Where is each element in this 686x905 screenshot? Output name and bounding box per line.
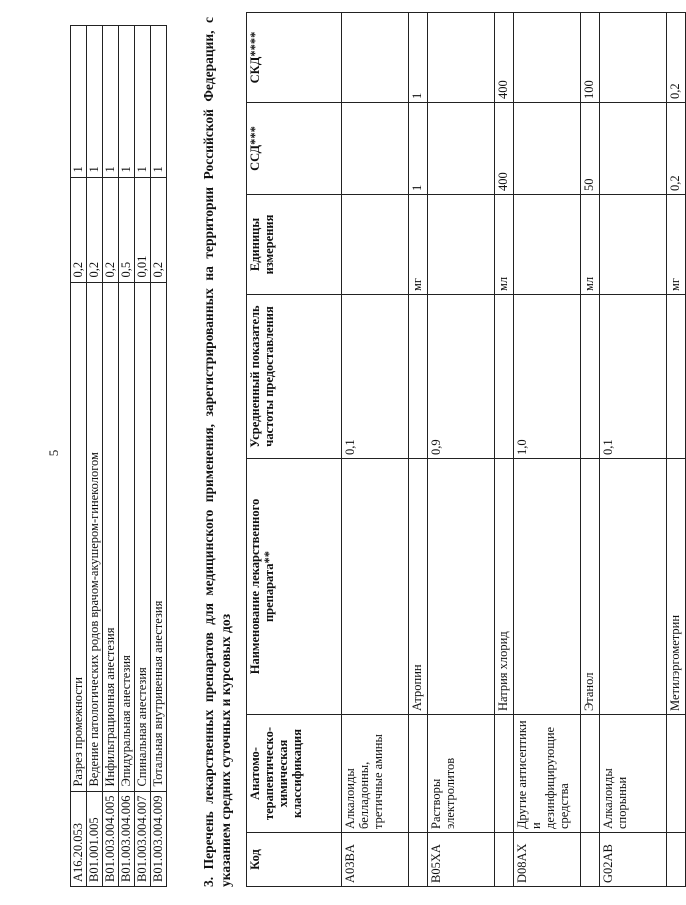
header-drug: Наименование лекарственного препарата** — [247, 459, 342, 715]
ssd-empty — [428, 103, 495, 195]
frequency-empty — [495, 295, 514, 459]
procedure-frequency: 0,2 — [87, 177, 103, 282]
table-row — [151, 26, 167, 887]
table-row — [495, 13, 514, 887]
table-row — [600, 13, 667, 887]
atc-empty — [581, 715, 600, 833]
table-row — [87, 26, 103, 887]
drug-name-empty — [342, 459, 409, 715]
procedure-frequency: 0,01 — [135, 177, 151, 282]
drug-unit: мг — [409, 195, 428, 295]
drug-skd: 1 — [409, 13, 428, 103]
procedure-code: B01.001.005 — [87, 791, 103, 886]
procedure-name: Эпидуральная анестезия — [119, 282, 135, 791]
drug-skd: 100 — [581, 13, 600, 103]
procedure-code: A16.20.053 — [71, 791, 87, 886]
frequency-empty — [581, 295, 600, 459]
skd-empty — [342, 13, 409, 103]
code-empty — [495, 833, 514, 887]
drug-unit: мл — [495, 195, 514, 295]
procedure-multiplicity: 1 — [151, 26, 167, 178]
code-empty — [667, 833, 686, 887]
procedures-table — [70, 25, 167, 887]
drug-ssd: 50 — [581, 103, 600, 195]
atc-code: A03BA — [342, 833, 409, 887]
drug-skd: 400 — [495, 13, 514, 103]
procedure-multiplicity: 1 — [135, 26, 151, 178]
header-code: Код — [247, 833, 342, 887]
drug-ssd: 400 — [495, 103, 514, 195]
procedure-name: Тотальная внутривенная анестезия — [151, 282, 167, 791]
drug-name: Метилэргометрин — [667, 459, 686, 715]
procedure-name: Разрез промежности — [71, 282, 87, 791]
atc-group: Растворы электролитов — [428, 715, 495, 833]
procedure-multiplicity: 1 — [119, 26, 135, 178]
atc-empty — [667, 715, 686, 833]
table-row — [119, 26, 135, 887]
table-row — [342, 13, 409, 887]
atc-code: B05XA — [428, 833, 495, 887]
header-frequency: Усредненный показатель частоты предоставления — [247, 295, 342, 459]
procedure-code: B01.003.004.006 — [119, 791, 135, 886]
atc-group: Алкалоиды спорыньи — [600, 715, 667, 833]
section-title: 3. Перечень лекарственных препаратов для медицинского применения, зарегистрированных на территории Российской Федерации, с указанием средних суточных и курсовых доз — [201, 17, 233, 887]
page-number: 5 — [46, 449, 61, 457]
group-frequency: 0,9 — [428, 295, 495, 459]
table-row — [667, 13, 686, 887]
unit-empty — [600, 195, 667, 295]
table-row — [409, 13, 428, 887]
code-empty — [409, 833, 428, 887]
table-row — [514, 13, 581, 887]
procedure-frequency: 0,2 — [103, 177, 119, 282]
drug-name-empty — [514, 459, 581, 715]
group-frequency: 0,1 — [600, 295, 667, 459]
frequency-empty — [409, 295, 428, 459]
procedure-frequency: 0,2 — [151, 177, 167, 282]
procedure-code: B01.003.004.009 — [151, 791, 167, 886]
skd-empty — [514, 13, 581, 103]
drug-unit: мг — [667, 195, 686, 295]
table-row — [428, 13, 495, 887]
procedure-multiplicity: 1 — [103, 26, 119, 178]
table-header-row — [247, 13, 342, 887]
frequency-empty — [667, 295, 686, 459]
atc-group: Другие антисептики и дезинфицирующие средства — [514, 715, 581, 833]
header-skd: СКД**** — [247, 13, 342, 103]
ssd-empty — [342, 103, 409, 195]
drug-name-empty — [428, 459, 495, 715]
drug-ssd: 0,2 — [667, 103, 686, 195]
procedure-name: Инфильтрационная анестезия — [103, 282, 119, 791]
header-ssd: ССД*** — [247, 103, 342, 195]
drug-name: Натрия хлорид — [495, 459, 514, 715]
atc-group: Алкалоиды белладонны, третичные амины — [342, 715, 409, 833]
group-frequency: 0,1 — [342, 295, 409, 459]
atc-empty — [409, 715, 428, 833]
header-unit: Единицы измерения — [247, 195, 342, 295]
drug-name: Этанол — [581, 459, 600, 715]
header-atc: Анатомо-терапевтическо-химическая классификация — [247, 715, 342, 833]
ssd-empty — [514, 103, 581, 195]
drug-unit: мл — [581, 195, 600, 295]
table-row — [135, 26, 151, 887]
table-row — [103, 26, 119, 887]
drug-skd: 0,2 — [667, 13, 686, 103]
drugs-table — [246, 12, 686, 887]
unit-empty — [428, 195, 495, 295]
procedure-code: B01.003.004.005 — [103, 791, 119, 886]
unit-empty — [342, 195, 409, 295]
drug-name-empty — [600, 459, 667, 715]
drug-name: Атропин — [409, 459, 428, 715]
ssd-empty — [600, 103, 667, 195]
unit-empty — [514, 195, 581, 295]
procedure-code: B01.003.004.007 — [135, 791, 151, 886]
procedure-name: Ведение патологических родов врачом-акушером-гинекологом — [87, 282, 103, 791]
procedure-frequency: 0,5 — [119, 177, 135, 282]
atc-empty — [495, 715, 514, 833]
procedure-frequency: 0,2 — [71, 177, 87, 282]
atc-code: G02AB — [600, 833, 667, 887]
skd-empty — [428, 13, 495, 103]
code-empty — [581, 833, 600, 887]
procedure-multiplicity: 1 — [87, 26, 103, 178]
procedure-multiplicity: 1 — [71, 26, 87, 178]
procedure-name: Спинальная анестезия — [135, 282, 151, 791]
table-row — [581, 13, 600, 887]
table-row — [71, 26, 87, 887]
drug-ssd: 1 — [409, 103, 428, 195]
atc-code: D08AX — [514, 833, 581, 887]
group-frequency: 1,0 — [514, 295, 581, 459]
skd-empty — [600, 13, 667, 103]
